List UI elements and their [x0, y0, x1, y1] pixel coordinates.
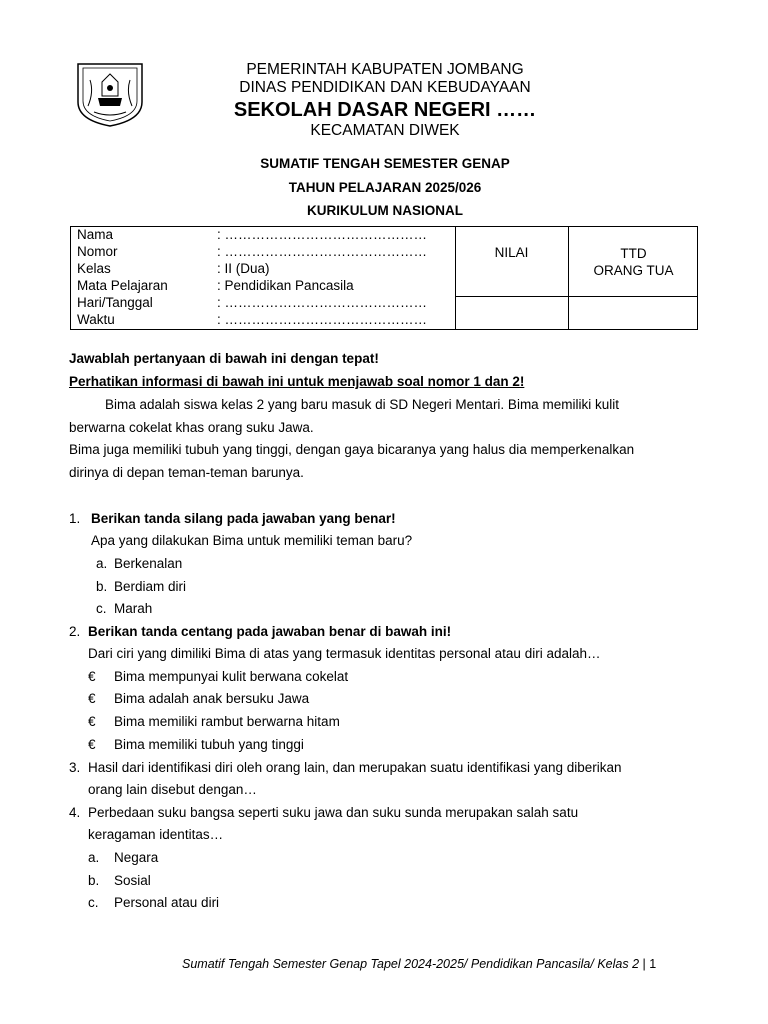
question-2-option: Bima mempunyai kulit berwana cokelat	[114, 669, 349, 684]
checkbox-bullet-icon: €	[88, 669, 96, 684]
question-number: 4.	[69, 805, 81, 820]
question-number: 1.	[69, 511, 81, 526]
question-2-option: Bima memiliki rambut berwarna hitam	[114, 714, 340, 729]
identity-value: : ………………………………………	[217, 312, 428, 327]
checkbox-bullet-icon: €	[88, 714, 96, 729]
identity-label: Waktu	[77, 312, 115, 327]
department-line: DINAS PENDIDIKAN DAN KEBUDAYAAN	[239, 79, 531, 96]
identity-table	[70, 226, 698, 330]
identity-value: : ………………………………………	[217, 244, 428, 259]
table-divider	[455, 227, 456, 329]
passage-line: Bima adalah siswa kelas 2 yang baru masuk di SD Negeri Mentari. Bima memiliki kulit	[105, 397, 619, 412]
identity-value: : ………………………………………	[217, 295, 428, 310]
question-1-option: Marah	[114, 601, 153, 616]
identity-label: Nomor	[77, 244, 118, 259]
identity-value: : Pendidikan Pancasila	[217, 278, 354, 293]
question-4-option: Sosial	[114, 873, 151, 888]
regency-emblem-logo	[74, 62, 146, 128]
score-header: NILAI	[494, 245, 529, 260]
question-1-option: Berdiam diri	[114, 579, 187, 594]
question-2-text: Dari ciri yang dimiliki Bima di atas yang termasuk identitas personal atau diri adalah…	[88, 646, 601, 661]
question-4-text: keragaman identitas…	[88, 827, 224, 842]
exam-year: TAHUN PELAJARAN 2025/026	[288, 180, 482, 195]
passage-line: berwarna cokelat khas orang suku Jawa.	[69, 420, 314, 435]
signature-label-2: ORANG TUA	[593, 263, 674, 278]
option-letter: a.	[88, 850, 100, 865]
page-number: | 1	[639, 957, 657, 971]
identity-value: : II (Dua)	[217, 261, 270, 276]
parent-signature-header	[568, 245, 699, 279]
passage-line: Bima juga memiliki tubuh yang tinggi, dengan gaya bicaranya yang halus dia memperkenalkan	[69, 442, 635, 457]
identity-value: : ………………………………………	[217, 227, 428, 242]
option-letter: c.	[88, 895, 99, 910]
page-footer	[182, 958, 656, 971]
identity-label: Hari/Tanggal	[77, 295, 153, 310]
checkbox-bullet-icon: €	[88, 737, 96, 752]
school-name: SEKOLAH DASAR NEGERI ……	[233, 99, 537, 121]
question-number: 3.	[69, 760, 81, 775]
identity-row-name	[77, 228, 427, 242]
identity-row-subject	[77, 279, 354, 293]
info-instruction: Perhatikan informasi di bawah ini untuk menjawab soal nomor 1 dan 2!	[69, 374, 525, 389]
question-number: 2.	[69, 624, 81, 639]
identity-row-number	[77, 245, 427, 259]
option-letter: b.	[88, 873, 100, 888]
district-line: KECAMATAN DIWEK	[310, 122, 460, 139]
question-1-option: Berkenalan	[114, 556, 183, 571]
question-4-option: Personal atau diri	[114, 895, 220, 910]
question-3-text: orang lain disebut dengan…	[88, 782, 257, 797]
question-1-text: Apa yang dilakukan Bima untuk memiliki teman baru?	[91, 533, 413, 548]
identity-label: Kelas	[77, 261, 111, 276]
signature-label-1: TTD	[620, 246, 647, 261]
exam-title: SUMATIF TENGAH SEMESTER GENAP	[260, 156, 510, 171]
identity-row-date	[77, 296, 427, 310]
identity-row-time	[77, 313, 427, 327]
question-4-option: Negara	[114, 850, 159, 865]
question-2-option: Bima adalah anak bersuku Jawa	[114, 691, 310, 706]
question-2-option: Bima memiliki tubuh yang tinggi	[114, 737, 304, 752]
question-2-instruction: Berikan tanda centang pada jawaban benar di bawah ini!	[88, 624, 452, 639]
exam-curriculum: KURIKULUM NASIONAL	[307, 203, 463, 218]
question-3-text: Hasil dari identifikasi diri oleh orang lain, dan merupakan suatu identifikasi yang diberikan	[88, 760, 622, 775]
identity-row-class	[77, 262, 270, 276]
option-letter: b.	[96, 579, 108, 594]
identity-label: Nama	[77, 227, 114, 242]
table-divider	[455, 296, 697, 297]
option-letter: c.	[96, 601, 107, 616]
passage-line: dirinya di depan teman-teman barunya.	[69, 465, 304, 480]
question-4-text: Perbedaan suku bangsa seperti suku jawa dan suku sunda merupakan salah satu	[88, 805, 579, 820]
main-instruction: Jawablah pertanyaan di bawah ini dengan tepat!	[69, 351, 379, 366]
government-line: PEMERINTAH KABUPATEN JOMBANG	[246, 61, 524, 78]
question-1-instruction: Berikan tanda silang pada jawaban yang benar!	[91, 511, 396, 526]
identity-label: Mata Pelajaran	[77, 278, 168, 293]
option-letter: a.	[96, 556, 108, 571]
checkbox-bullet-icon: €	[88, 691, 96, 706]
footer-text: Sumatif Tengah Semester Genap Tapel 2024-2025/ Pendidikan Pancasila/ Kelas 2	[182, 957, 640, 971]
